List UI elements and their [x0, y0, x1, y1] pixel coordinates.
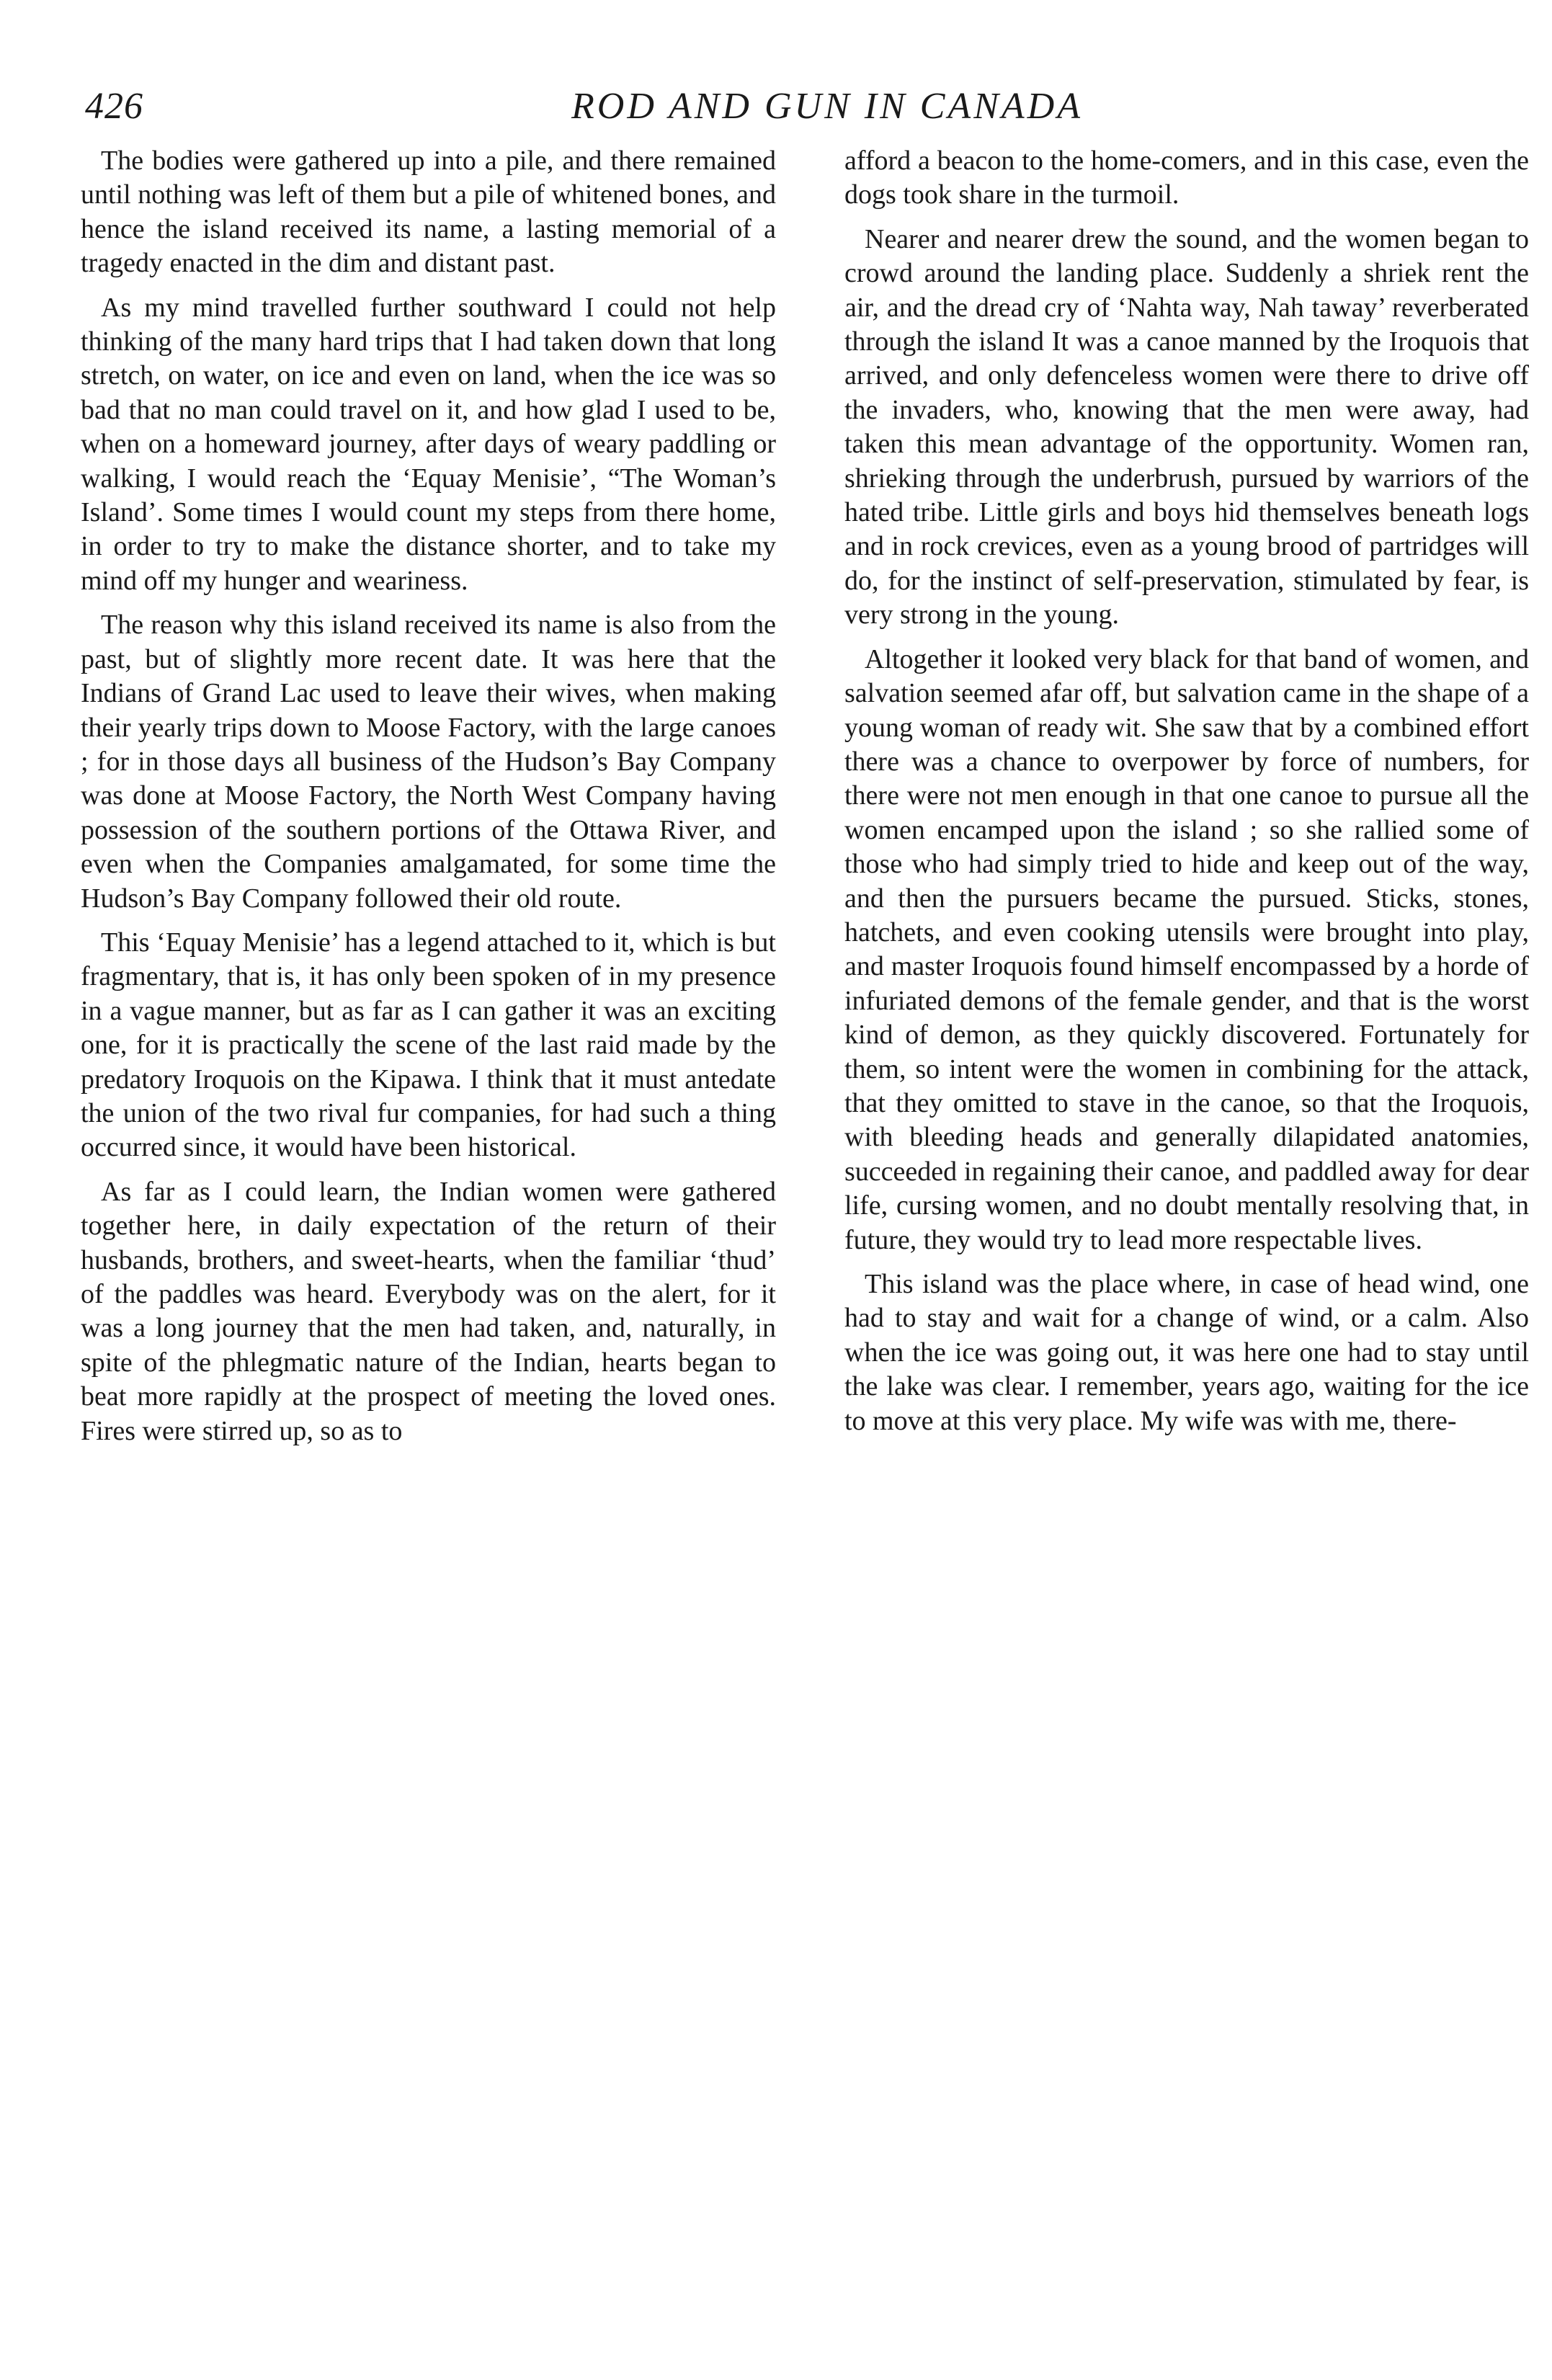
running-title: ROD AND GUN IN CANADA	[571, 86, 1083, 127]
paragraph: This island was the place where, in case of head wind, one had to stay and wait for a change of wind, or a calm. Also when the ice was going out, it was here one had to stay until the lake was clear. I remember, years ago, waiting for the ice to move at this very place. My wife was with me, there-	[844, 1269, 1529, 1436]
paragraph: Altogether it looked very black for that band of women, and salvation seemed afar off, but salvation came in the shape of a young woman of ready wit. She saw that by a combined effort there was a chance to overpower by force of numbers, for there were not men enough in that one canoe to pursue all the women encamped upon the island ; so she rallied some of those who had simply tried to hide and keep out of the way, and then the pursuers became the pursued. Sticks, stones, hatchets, and even cooking utensils were brought into play, and master Iroquois found himself encompassed by a horde of infuriated demons of the female gender, and that is the worst kind of demon, as they quickly discovered. Fortunately for them, so intent were the women in combining for the attack, that they omitted to stave in the canoe, so that the Iroquois, with bleeding heads and generally dilapidated anatomies, succeeded in regaining their canoe, and paddled away for dear life, cursing women, and no doubt mentally resolving that, in future, they would try to lead more respectable lives.	[844, 643, 1529, 1255]
paragraph: The reason why this island received its name is also from the past, but of slightly more recent date. It was here that the Indians of Grand Lac used to leave their wives, when making their yearly trips down to Moose Factory, with the large canoes ; for in those days all business of the Hudson’s Bay Company was done at Moose Factory, the North West Company having possession of the southern portions of the Ottawa River, and even when the Companies amalgamated, for some time the Hudson’s Bay Company followed their old route.	[81, 610, 776, 914]
paragraph: The bodies were gathered up into a pile, and there remained until nothing was left of them but a pile of whitened bones, and hence the island received its name, a lasting memorial of a tragedy enacted in the dim and distant past.	[81, 146, 776, 279]
paragraph: This ‘Equay Menisie’ has a legend attached to it, which is but fragmentary, that is, it has only been spoken of in my presence in a vague manner, but as far as I can gather it was an exciting one, for it is practically the scene of the last raid made by the predatory Iroquois on the Kipawa. I think that it must antedate the union of the two rival fur companies, for had such a thing occurred since, it would have been historical.	[81, 927, 776, 1163]
paragraph: afford a beacon to the home-comers, and in this case, even the dogs took share in the turmoil.	[844, 146, 1529, 210]
paragraph: As my mind travelled further southward I could not help thinking of the many hard trips that I had taken down that long stretch, on water, on ice and even on land, when the ice was so bad that no man could travel on it, and how glad I used to be, when on a homeward journey, after days of weary paddling or walking, I would reach the ‘Equay Menisie’, “The Woman’s Island’. Some times I would count my steps from there home, in order to try to make the distance shorter, and to take my mind off my hunger and weariness.	[81, 292, 776, 596]
right-column	[844, 144, 1529, 1448]
paragraph: Nearer and nearer drew the sound, and the women began to crowd around the landing place. Suddenly a shriek rent the air, and the dread cry of ‘Nahta way, Nah taway’ reverberated through the island It was a canoe manned by the Iroquois that arrived, and only defenceless women were there to drive off the invaders, who, knowing that the men were away, had taken this mean advantage of the opportunity. Women ran, shrieking through the underbrush, pursued by warriors of the hated tribe. Little girls and boys hid themselves beneath logs and in rock crevices, even as a young brood of partridges will do, for the instinct of self-preservation, stimulated by fear, is very strong in the young.	[844, 223, 1529, 630]
page-header	[85, 85, 1468, 143]
left-column	[81, 144, 776, 1458]
page-number: 426	[85, 86, 143, 127]
paragraph: As far as I could learn, the Indian women were gathered together here, in daily expectation of the return of their husbands, brothers, and sweet-hearts, when the familiar ‘thud’ of the paddles was heard. Everybody was on the alert, for it was a long journey that the men had taken, and, naturally, in spite of the phlegmatic nature of the Indian, hearts began to beat more rapidly at the prospect of meeting the loved ones. Fires were stirred up, so as to	[81, 1176, 776, 1446]
